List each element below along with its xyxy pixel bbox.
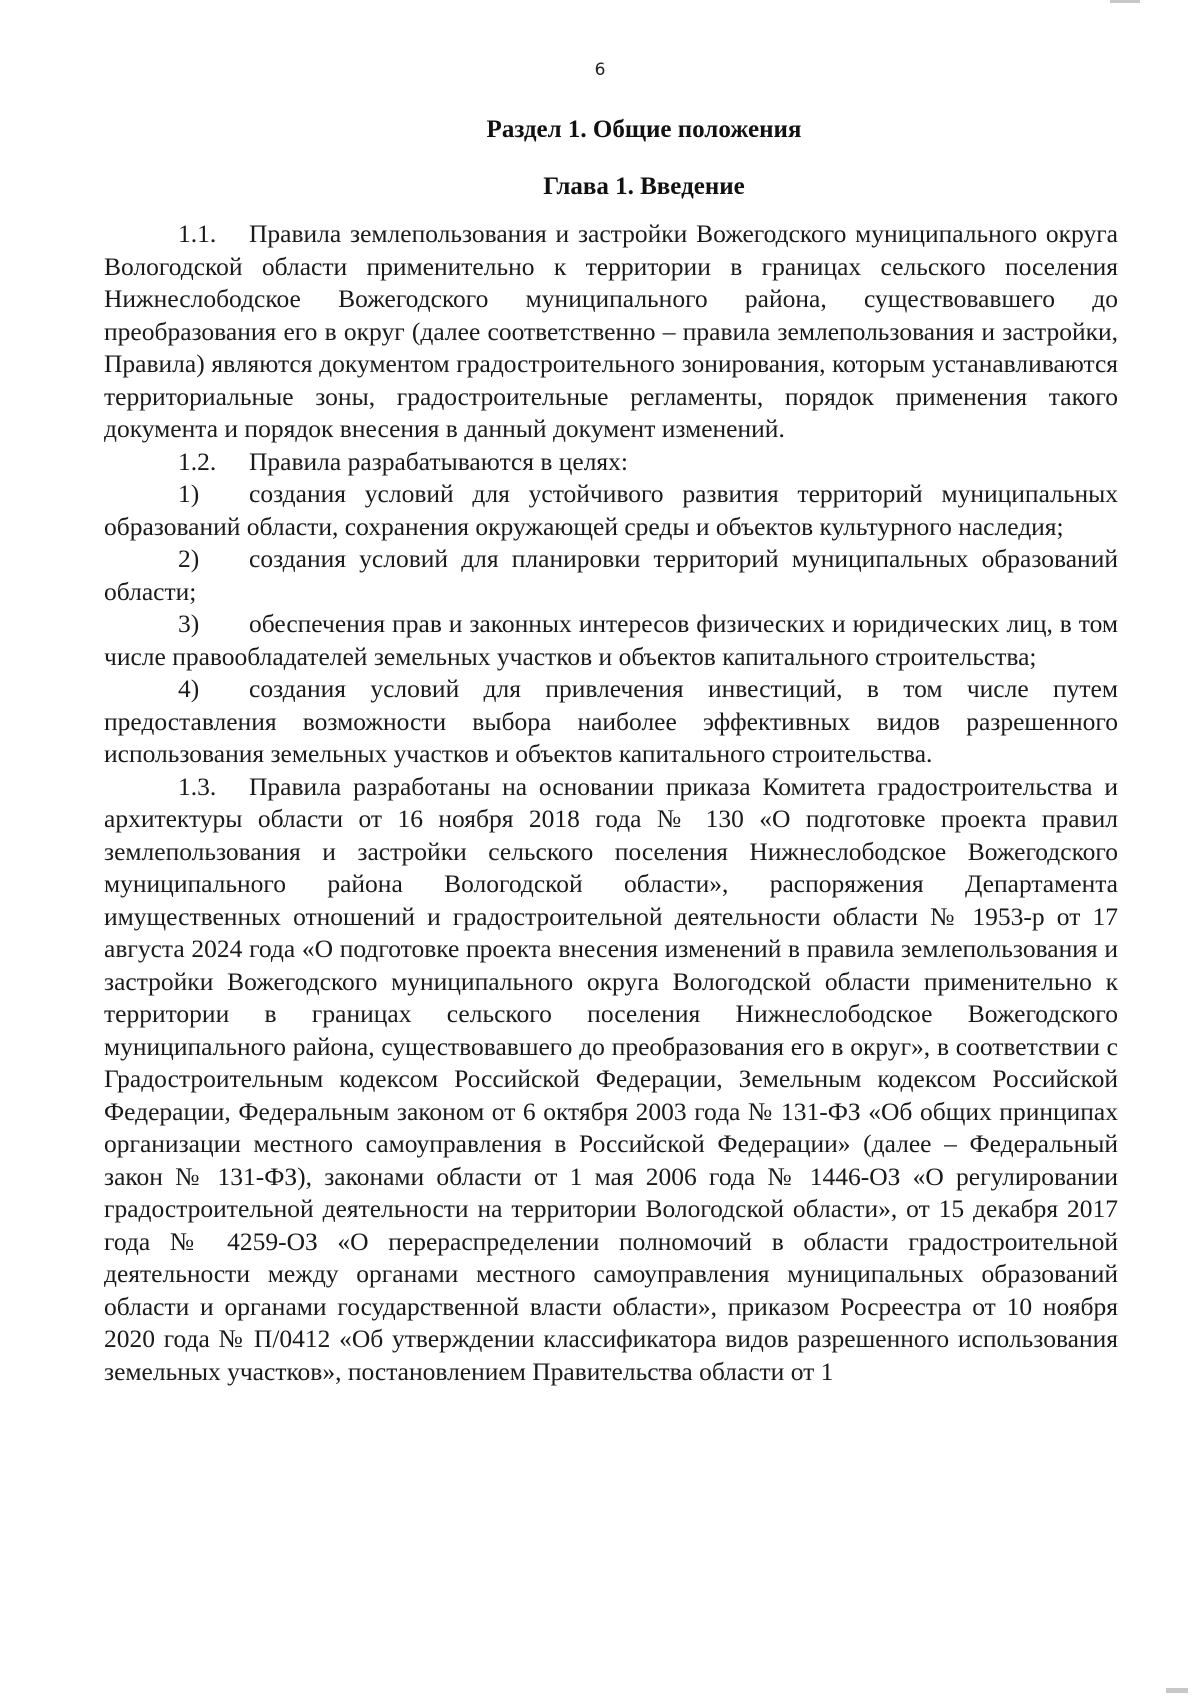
list-item-3 xyxy=(104,608,1118,673)
scan-artifact-top xyxy=(1110,0,1140,3)
list-item-1 xyxy=(104,478,1118,543)
list-item-text: создания условий для устойчивого развития территорий муниципальных образований области, сохранения окружающей среды и объектов культурного наследия; xyxy=(104,479,1118,541)
section-title: Раздел 1. Общие положения xyxy=(486,116,802,143)
document-body xyxy=(104,218,1118,1388)
page-number: 6 xyxy=(594,60,606,80)
list-item-number: 3) xyxy=(178,609,200,638)
paragraph-1-2 xyxy=(104,446,1118,479)
scan-artifact-bottom xyxy=(1166,1688,1188,1693)
paragraph-text: Правила землепользования и застройки Вожегодского муниципального округа Вологодской области применительно к территории в границах сельского поселения Нижнеслободское Вожегодского муниципального района, существовавшего до преобразования его в округ (далее соответственно – правила землепользования и застройки, Правила) являются документом градостроительного зонирования, которым устанавливаются территориальные зоны, градостроительные регламенты, порядок применения такого документа и порядок внесения в данный документ изменений. xyxy=(104,219,1118,443)
paragraph-number: 1.2. xyxy=(178,446,217,476)
list-item-text: создания условий для планировки территорий муниципальных образований области; xyxy=(104,544,1118,606)
list-item-text: создания условий для привлечения инвестиций, в том числе путем предоставления возможности выбора наиболее эффективных видов разрешенного использования земельных участков и объектов капитального строительства. xyxy=(104,674,1118,768)
list-item-4 xyxy=(104,673,1118,771)
paragraph-number: 1.1. xyxy=(178,219,217,248)
list-item-number: 4) xyxy=(178,674,200,703)
list-item-number: 2) xyxy=(178,544,200,573)
list-item-number: 1) xyxy=(178,479,200,508)
paragraph-text: Правила разрабатываются в целях: xyxy=(249,446,628,476)
paragraph-text: Правила разработаны на основании приказа Комитета градостроительства и архитектуры области от 16 ноября 2018 года № 130 «О подготовке проекта правил землепользования и застройки сельского поселения Нижнеслободское Вожегодского муниципального района Вологодской области», распоряжения Департамента имущественных отношений и градостроительной деятельности области № 1953-р от 17 августа 2024 года «О подготовке проекта внесения изменений в правила землепользования и застройки Вожегодского муниципального округа Вологодской области применительно к территории в границах сельского поселения Нижнеслободское Вожегодского муниципального района, существовавшего до преобразования его в округ», в соответствии с Градостроительным кодексом Российской Федерации, Земельным кодексом Российской Федерации, Федеральным законом от 6 октября 2003 года № 131-ФЗ «Об общих принципах организации местного самоуправления в Российской Федерации» (далее – Федеральный закон № 131-ФЗ), законами области от 1 мая 2006 года № 1446-ОЗ «О регулировании градостроительной деятельности на территории Вологодской области», от 15 декабря 2017 года № 4259-ОЗ «О перераспределении полномочий в области градостроительной деятельности между органами местного самоуправления муниципальных образований области и органами государственной власти области», приказом Росреестра от 10 ноября 2020 года № П/0412 «Об утверждении классификатора видов разрешенного использования земельных участков», постановлением Правительства области от 1 xyxy=(104,771,1118,1386)
list-item-text: обеспечения прав и законных интересов физических и юридических лиц, в том числе правообладателей земельных участков и объектов капитального строительства; xyxy=(104,609,1118,671)
paragraph-1-1 xyxy=(104,218,1118,446)
list-item-2 xyxy=(104,543,1118,608)
paragraph-number: 1.3. xyxy=(178,771,217,801)
chapter-title: Глава 1. Введение xyxy=(543,173,745,200)
paragraph-1-3 xyxy=(104,771,1118,1389)
